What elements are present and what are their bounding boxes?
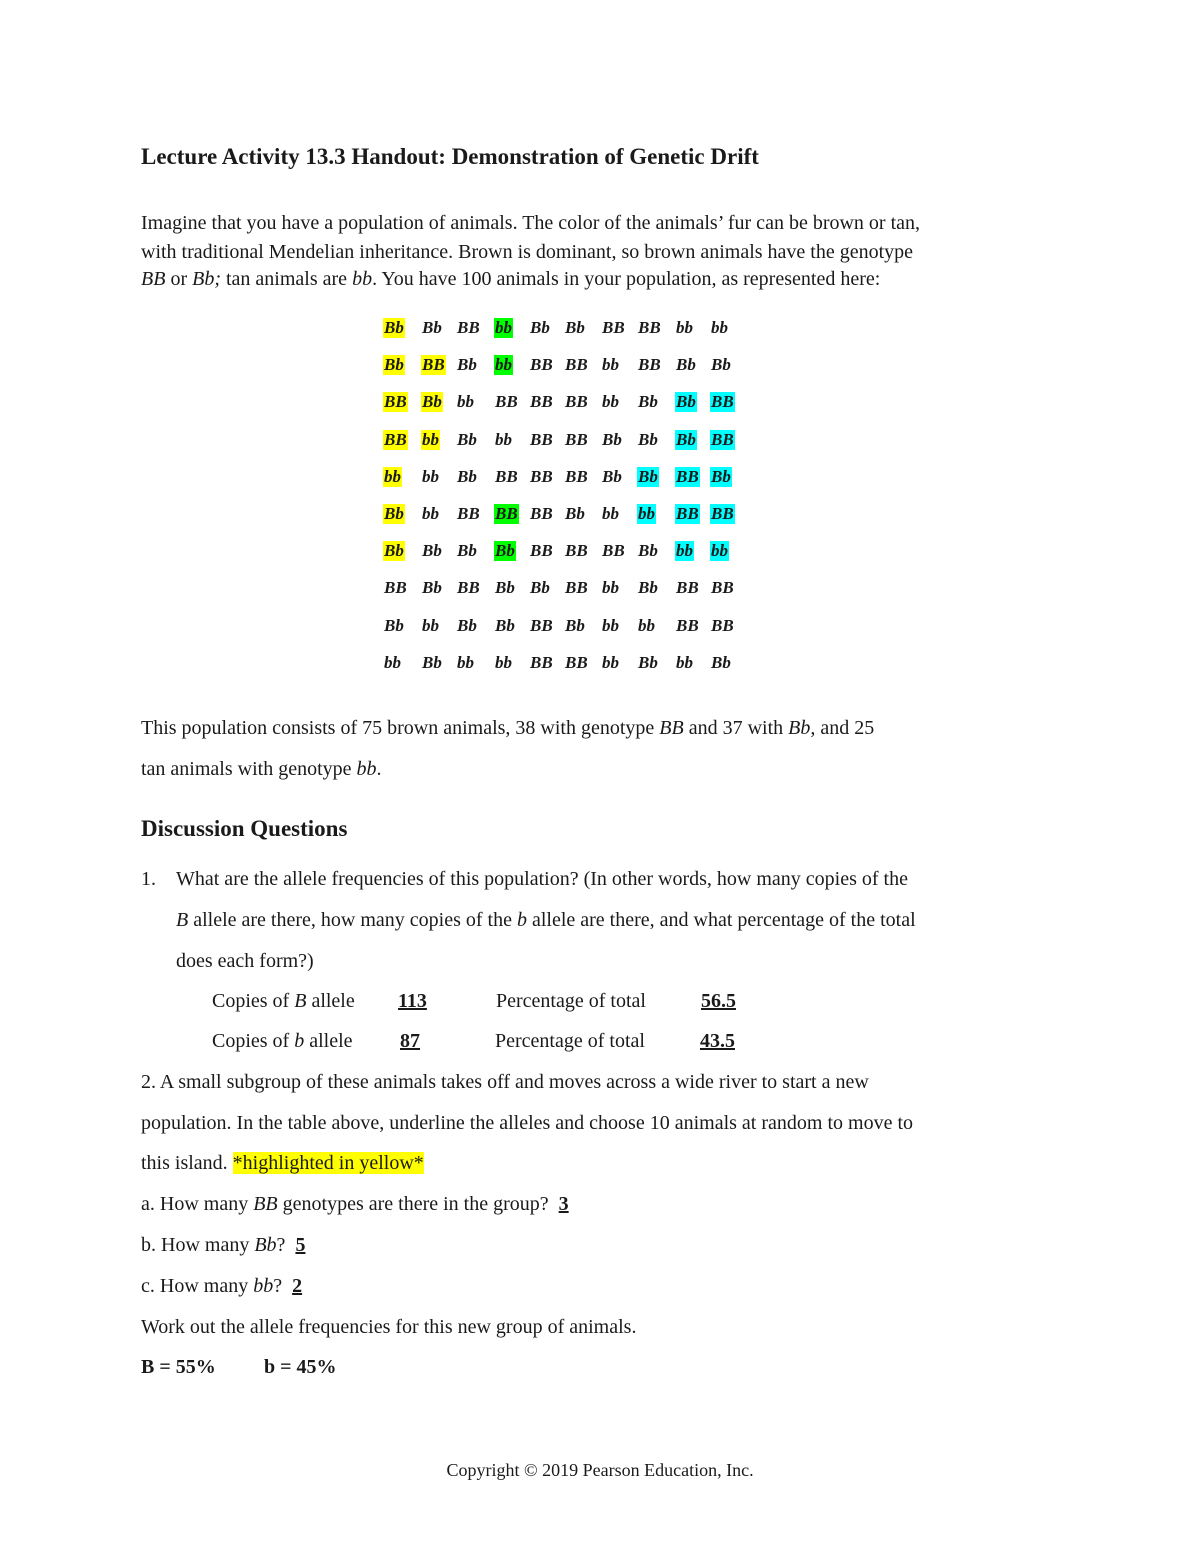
genotype-term: bb xyxy=(356,758,377,780)
highlight-note: *highlighted in yellow* xyxy=(232,1152,424,1174)
genotype-cell: BB xyxy=(530,653,553,672)
genotype-cell: BB xyxy=(530,467,553,486)
question-1-line-1: What are the allele frequencies of this population? (In other words, how many copies of the xyxy=(176,868,908,890)
question-1-line-2 xyxy=(176,909,916,932)
question-text: this island. xyxy=(141,1152,233,1174)
percentage-b-value: 43.5 xyxy=(700,1030,735,1052)
genotype-cell: BB xyxy=(711,504,734,523)
genotype-cell: bb xyxy=(422,430,439,449)
summary-line-1 xyxy=(141,714,874,743)
genotype-cell: Bb xyxy=(638,467,658,486)
genotype-cell: bb xyxy=(422,504,439,523)
genotype-cell: Bb xyxy=(676,392,696,411)
genotype-cell: BB xyxy=(565,467,588,486)
genotype-cell: BB xyxy=(676,467,699,486)
genotype-cell: Bb xyxy=(495,541,515,560)
genotype-cell: BB xyxy=(565,578,588,597)
genotype-cell: BB xyxy=(422,355,445,374)
genotype-cell: Bb xyxy=(457,430,477,449)
genotype-cell: Bb xyxy=(711,653,731,672)
genotype-cell: bb xyxy=(422,616,439,635)
question-2-line-1: 2. A small subgroup of these animals takes off and moves across a wide river to start a new xyxy=(141,1071,869,1093)
genotype-cell: BB xyxy=(602,318,625,337)
question-2-line-2: population. In the table above, underline the alleles and choose 10 animals at random to move to xyxy=(141,1112,914,1134)
genotype-cell: BB xyxy=(711,392,734,411)
genotype-cell: BB xyxy=(565,430,588,449)
intro-line-3 xyxy=(141,265,880,294)
genotype-cell: BB xyxy=(384,578,407,597)
genotype-cell: Bb xyxy=(495,578,515,597)
answer-2a: 3 xyxy=(558,1193,569,1215)
genotype-cell: Bb xyxy=(638,541,658,560)
genotype-cell: bb xyxy=(495,355,512,374)
summary-text: and 37 with xyxy=(683,717,789,739)
genotype-cell: BB xyxy=(711,430,734,449)
genotype-cell: Bb xyxy=(457,355,477,374)
genotype-term: Bb xyxy=(254,1234,277,1256)
intro-line-2: with traditional Mendelian inheritance. Brown is dominant, so brown animals have the genotype xyxy=(141,241,914,263)
label-text: Copies of xyxy=(212,990,295,1012)
summary-line-2 xyxy=(141,755,382,784)
genotype-cell: BB xyxy=(384,430,407,449)
page-title: Lecture Activity 13.3 Handout: Demonstration of Genetic Drift xyxy=(141,144,759,169)
genotype-cell: BB xyxy=(711,616,734,635)
genotype-cell: bb xyxy=(457,653,474,672)
genotype-cell: Bb xyxy=(422,318,442,337)
genotype-cell: bb xyxy=(638,504,655,523)
genotype-cell: Bb xyxy=(495,616,515,635)
genotype-cell: Bb xyxy=(422,392,442,411)
genotype-cell: bb xyxy=(676,653,693,672)
genotype-cell: Bb xyxy=(638,392,658,411)
genotype-cell: Bb xyxy=(565,318,585,337)
question-text: a. How many xyxy=(141,1193,254,1215)
answer-2c: 2 xyxy=(292,1275,303,1297)
genotype-cell: BB xyxy=(457,504,480,523)
summary-text: and 25 xyxy=(815,717,875,739)
result-b-frequency: b = 45% xyxy=(264,1356,337,1378)
copies-B-label xyxy=(212,990,355,1013)
copies-b-label xyxy=(212,1030,353,1053)
genotype-cell: Bb xyxy=(422,541,442,560)
genotype-cell: BB xyxy=(530,430,553,449)
intro-line-1: Imagine that you have a population of animals. The color of the animals’ fur can be brown or tan, xyxy=(141,212,921,234)
question-text: b. How many xyxy=(141,1234,255,1256)
genotype-cell: bb xyxy=(676,541,693,560)
genotype-cell: Bb xyxy=(638,430,658,449)
genotype-cell: Bb xyxy=(457,616,477,635)
work-instruction: Work out the allele frequencies for this new group of animals. xyxy=(141,1316,637,1338)
genotype-cell: Bb xyxy=(457,467,477,486)
genotype-cell: BB xyxy=(602,541,625,560)
genotype-cell: bb xyxy=(711,541,728,560)
genotype-cell: BB xyxy=(676,578,699,597)
genotype-cell: Bb xyxy=(676,430,696,449)
question-2c xyxy=(141,1275,302,1298)
genotype-grid xyxy=(0,0,1200,700)
genotype-cell: bb xyxy=(384,467,401,486)
genotype-cell: BB xyxy=(457,318,480,337)
summary-text: This population consists of 75 brown animals, 38 with genotype xyxy=(141,717,660,739)
genotype-cell: Bb xyxy=(602,467,622,486)
allele-term: B xyxy=(176,909,189,931)
question-1-number: 1. xyxy=(141,868,156,890)
genotype-cell: bb xyxy=(602,578,619,597)
question-2b xyxy=(141,1234,305,1257)
genotype-cell: bb xyxy=(422,467,439,486)
genotype-term: bb xyxy=(253,1275,274,1297)
genotype-term: BB xyxy=(659,717,684,739)
genotype-cell: BB xyxy=(711,578,734,597)
genotype-cell: bb xyxy=(384,653,401,672)
genotype-cell: BB xyxy=(565,541,588,560)
genotype-cell: Bb xyxy=(422,578,442,597)
genotype-cell: Bb xyxy=(602,430,622,449)
genotype-cell: Bb xyxy=(384,504,404,523)
percentage-B-label: Percentage of total xyxy=(496,990,646,1012)
question-text: ? xyxy=(273,1275,283,1297)
intro-text: . You have 100 animals in your population, as represented here: xyxy=(372,268,881,290)
genotype-cell: BB xyxy=(565,653,588,672)
genotype-cell: BB xyxy=(676,616,699,635)
percentage-B-value: 56.5 xyxy=(701,990,736,1012)
genotype-cell: bb xyxy=(602,653,619,672)
genotype-cell: Bb xyxy=(711,467,731,486)
genotype-cell: BB xyxy=(495,392,518,411)
genotype-cell: bb xyxy=(495,318,512,337)
copies-b-value: 87 xyxy=(400,1030,420,1052)
percentage-b-label: Percentage of total xyxy=(495,1030,645,1052)
summary-text: tan animals with genotype xyxy=(141,758,357,780)
genotype-cell: BB xyxy=(530,392,553,411)
genotype-cell: Bb xyxy=(676,355,696,374)
summary-text: . xyxy=(376,758,382,780)
genotype-cell: BB xyxy=(676,504,699,523)
genotype-term: Bb, xyxy=(788,717,816,739)
genotype-cell: BB xyxy=(638,355,661,374)
genotype-cell: Bb xyxy=(565,504,585,523)
genotype-cell: bb xyxy=(495,653,512,672)
genotype-term: BB xyxy=(141,268,166,290)
genotype-cell: Bb xyxy=(384,318,404,337)
question-text: c. How many xyxy=(141,1275,254,1297)
label-text: allele xyxy=(304,1030,353,1052)
genotype-term: bb xyxy=(352,268,373,290)
genotype-cell: bb xyxy=(457,392,474,411)
question-text: allele are there, how many copies of the xyxy=(188,909,517,931)
genotype-cell: Bb xyxy=(384,616,404,635)
genotype-cell: BB xyxy=(530,355,553,374)
genotype-cell: Bb xyxy=(457,541,477,560)
genotype-cell: bb xyxy=(495,430,512,449)
genotype-cell: Bb xyxy=(711,355,731,374)
genotype-cell: bb xyxy=(676,318,693,337)
genotype-cell: BB xyxy=(638,318,661,337)
genotype-cell: bb xyxy=(602,504,619,523)
question-text: genotypes are there in the group? xyxy=(277,1193,549,1215)
intro-text: or xyxy=(165,268,193,290)
question-1-line-3: does each form?) xyxy=(176,950,314,972)
section-heading: Discussion Questions xyxy=(141,816,348,841)
genotype-cell: bb xyxy=(602,616,619,635)
genotype-term: Bb; xyxy=(192,268,221,290)
genotype-cell: BB xyxy=(530,504,553,523)
allele-term: B xyxy=(294,990,307,1012)
genotype-cell: BB xyxy=(457,578,480,597)
question-2-line-3 xyxy=(141,1152,424,1175)
genotype-cell: Bb xyxy=(422,653,442,672)
genotype-term: BB xyxy=(253,1193,278,1215)
copyright-footer: Copyright © 2019 Pearson Education, Inc. xyxy=(446,1460,754,1480)
answer-2b: 5 xyxy=(295,1234,306,1256)
genotype-cell: Bb xyxy=(565,616,585,635)
question-text: allele are there, and what percentage of the total xyxy=(526,909,916,931)
question-text: ? xyxy=(276,1234,286,1256)
genotype-cell: Bb xyxy=(530,578,550,597)
copies-B-value: 113 xyxy=(398,990,427,1012)
genotype-cell: Bb xyxy=(638,653,658,672)
genotype-cell: BB xyxy=(565,355,588,374)
genotype-cell: bb xyxy=(638,616,655,635)
question-2a xyxy=(141,1193,569,1216)
label-text: allele xyxy=(306,990,355,1012)
genotype-cell: Bb xyxy=(638,578,658,597)
genotype-cell: Bb xyxy=(384,355,404,374)
genotype-cell: Bb xyxy=(384,541,404,560)
genotype-cell: bb xyxy=(602,355,619,374)
genotype-cell: BB xyxy=(495,504,518,523)
label-text: Copies of xyxy=(212,1030,295,1052)
result-B-frequency: B = 55% xyxy=(141,1356,216,1378)
allele-term: b xyxy=(516,909,527,931)
genotype-cell: bb xyxy=(711,318,728,337)
genotype-cell: BB xyxy=(495,467,518,486)
allele-term: b xyxy=(294,1030,305,1052)
genotype-cell: BB xyxy=(384,392,407,411)
genotype-cell: BB xyxy=(530,541,553,560)
genotype-cell: BB xyxy=(565,392,588,411)
genotype-cell: bb xyxy=(602,392,619,411)
genotype-cell: Bb xyxy=(530,318,550,337)
genotype-cell: BB xyxy=(530,616,553,635)
intro-text: tan animals are xyxy=(221,268,353,290)
